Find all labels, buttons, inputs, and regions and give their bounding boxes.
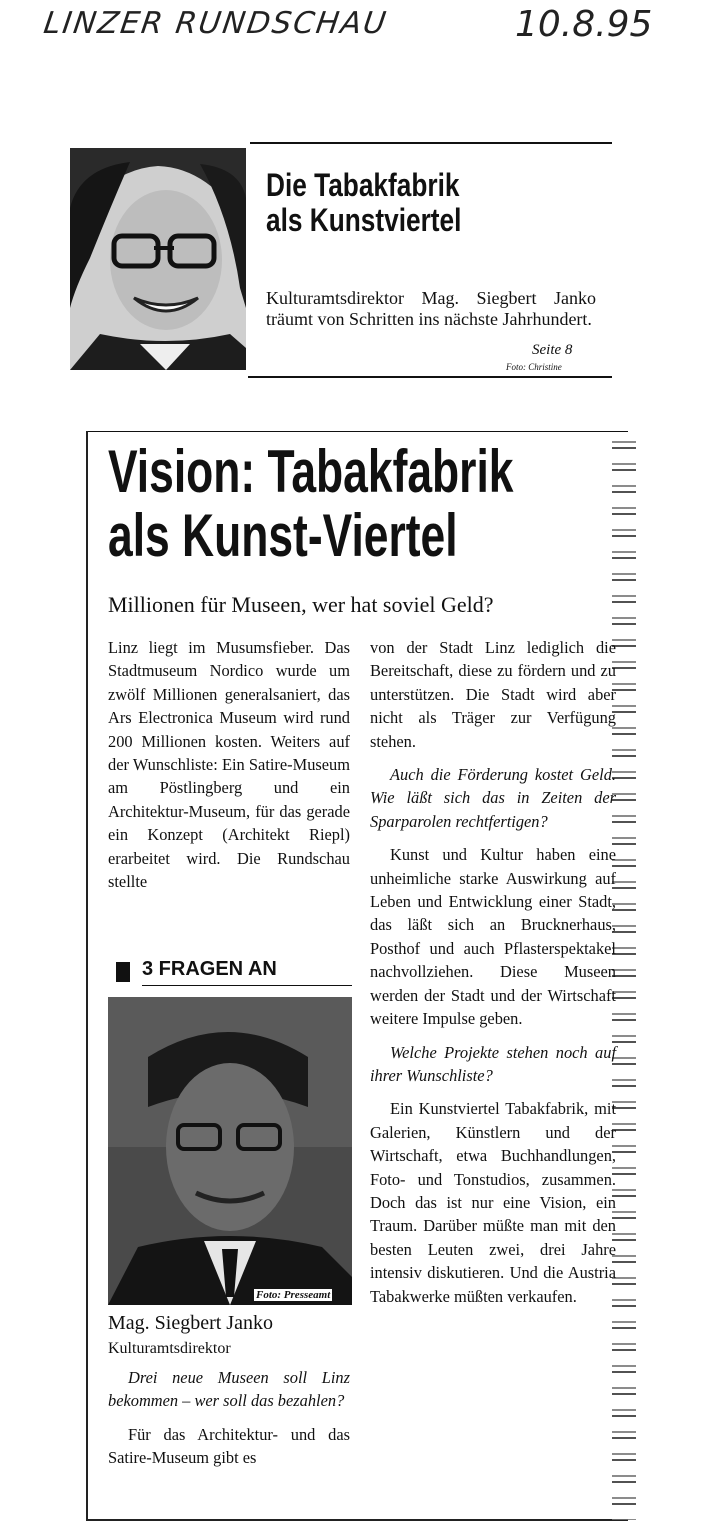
- interviewee-photo-credit: Foto: Presseamt: [256, 1289, 331, 1301]
- article-column-1: [108, 636, 350, 903]
- article-headline-line-1: Vision: Tabakfabrik: [108, 438, 514, 505]
- section-label: 3 FRAGEN AN: [142, 958, 277, 980]
- interview-answer-3: Ein Kunstviertel Tabakfabrik, mit Galerien, Künstlern und der Wirtschaft, etwa Buchhandlungen, Foto- und Tonstudios, zusammen. Doch das ist nur eine Vision, ein Traum. Darüber müßte man mit den besten Leuten zwei, drei Jahre intensiv diskutieren. Und die Austria Tabakwerke müßten verkaufen.: [370, 1099, 616, 1306]
- teaser-bottom-rule: [248, 376, 612, 378]
- section-label-rule: [142, 985, 352, 986]
- interviewee-name: Mag. Siegbert Janko: [108, 1312, 273, 1334]
- article-headline-line-2: als Kunst-Viertel: [108, 502, 458, 569]
- interview-answer-1-start: Für das Architektur- und das Satire-Museum gibt es: [108, 1424, 350, 1468]
- teaser-title-line-1: Die Tabakfabrik: [266, 167, 460, 203]
- interview-answer-2: Kunst und Kultur haben eine unheimliche starke Auswirkung auf Leben und Entwicklung einer Stadt, das läßt sich an Brucknerhaus, Posthof und auch Pflasterspektakel nachvollziehen. Diese Museen werden der Stadt und der Wirtschaft weitere Impulse geben.: [370, 845, 616, 1029]
- article-frame-left: [86, 431, 88, 1521]
- article-column-1-interview: [108, 1366, 350, 1480]
- article-column-2: [370, 636, 616, 1318]
- article-headline: [108, 438, 514, 569]
- section-marker-square: [116, 962, 130, 982]
- teaser-text: Kulturamtsdirektor Mag. Siegbert Janko träumt von Schritten ins nächste Jahrhundert.: [266, 288, 596, 329]
- teaser-title: [266, 168, 545, 238]
- teaser-photo-credit: Foto: Christine: [506, 362, 562, 372]
- interviewee-role: Kulturamtsdirektor: [108, 1340, 231, 1357]
- handwritten-date: 10.8.95: [515, 4, 653, 45]
- article-intro-paragraph: Linz liegt im Musumsfieber. Das Stadtmuseum Nordico wurde um zwölf Millionen generalsaniert, das Ars Electronica Museum wird rund 200 Millionen kosten. Weiters auf der Wunschliste: Ein Satire-Museum am Pöstlingberg und ein Architektur-Museum, für das gerade ein Konzept (Architekt Riepl) erarbeitet wird. Die Rundschau stellte: [108, 638, 350, 892]
- teaser-page-reference: Seite 8: [532, 342, 573, 358]
- article-subheadline: Millionen für Museen, wer hat soviel Geld?: [108, 592, 494, 617]
- teaser-top-rule: [250, 142, 612, 144]
- handwritten-source-note: LINZER RUNDSCHAU: [41, 6, 390, 41]
- interview-answer-1-continued: von der Stadt Linz lediglich die Bereitschaft, diese zu fördern und zu unterstützen. Die Stadt wird aber nicht als Träger zur Verfügung stehen.: [370, 638, 616, 751]
- interview-question-2: Auch die Förderung kostet Geld. Wie läßt sich das in Zeiten der Sparparolen rechtfertigen?: [370, 765, 616, 831]
- interview-question-3: Welche Projekte stehen noch auf ihrer Wunschliste?: [370, 1042, 616, 1085]
- teaser-portrait-photo: [70, 148, 246, 370]
- interviewee-photo: [108, 997, 352, 1305]
- teaser-title-line-2: als Kunstviertel: [266, 202, 462, 238]
- article-frame-bottom: [86, 1519, 628, 1521]
- article-frame-top: [88, 431, 628, 432]
- interview-question-1: Drei neue Museen soll Linz bekommen – wer soll das bezahlen?: [108, 1368, 350, 1411]
